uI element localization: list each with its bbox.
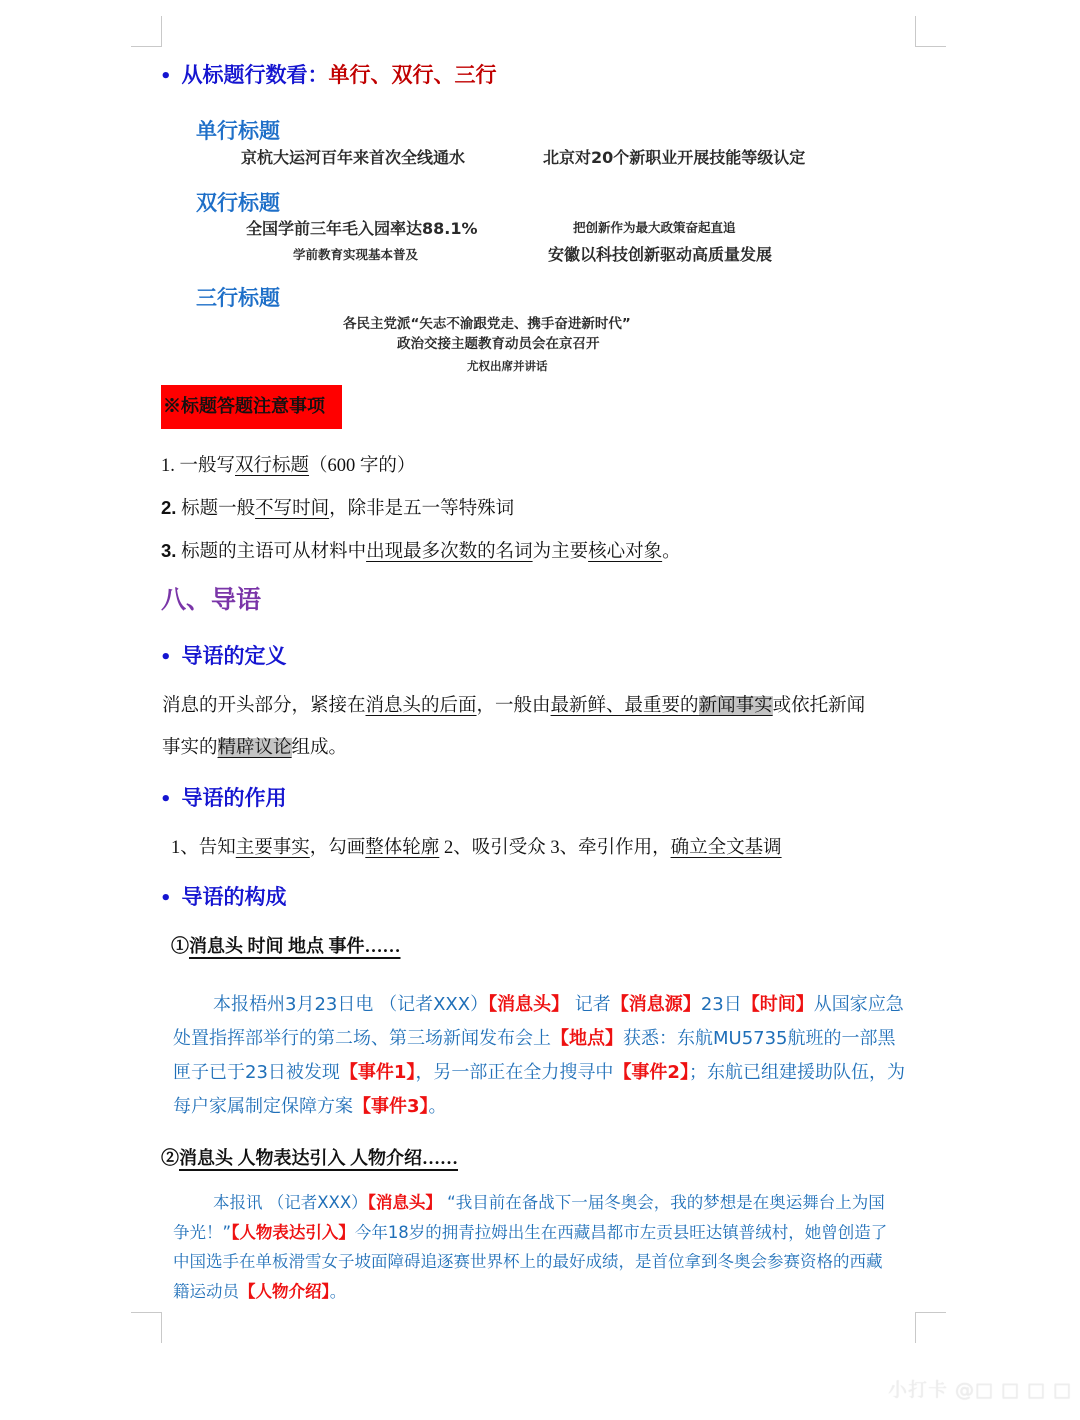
definition-heading	[160, 640, 287, 670]
def-underlined: 最新鲜、最重要的	[550, 696, 699, 716]
title-lines-heading	[160, 59, 497, 89]
ex-tag: 【消息头】	[488, 994, 570, 1015]
notes-label-box: ※标题答题注意事项	[161, 385, 342, 429]
def-highlighted: 精辟议论	[217, 738, 292, 758]
note-number: 2.	[161, 497, 177, 518]
note-text: 标题一般	[181, 499, 256, 519]
triple-line-heading: 三行标题	[196, 286, 280, 310]
ex-tag: 【消息源】	[610, 994, 701, 1015]
def-text: ，一般由	[476, 696, 551, 716]
ex-text: ，另一部正在全力搜寻中	[415, 1062, 614, 1083]
page-corner-mark	[915, 16, 946, 47]
note-text: 为主要	[532, 542, 589, 562]
example-paragraph-1	[173, 988, 913, 1124]
def-text: 组成。	[291, 738, 348, 758]
ex-text: 本报梧州3月23日电 （记者XXX）	[213, 994, 489, 1015]
double-line-main: 全国学前三年毛入园率达88.1%	[246, 219, 478, 238]
ex-tag: 【时间】	[741, 994, 814, 1015]
single-line-heading: 单行标题	[196, 119, 280, 143]
fn-underlined: 主要事实	[235, 838, 310, 858]
pattern-text: 消息头 时间 地点 事件……	[189, 936, 401, 956]
note-underlined: 核心对象	[588, 542, 663, 562]
note-item-3	[161, 537, 681, 563]
single-line-example: 北京对20个新职业开展技能等级认定	[543, 148, 806, 167]
note-text: 一般写	[179, 456, 236, 476]
ex-tag: 【事件3】	[353, 1096, 429, 1117]
page-corner-mark	[131, 1312, 162, 1343]
ex-text: 。	[329, 1281, 347, 1301]
fn-text: 2、吸引受众 3、牵引作用，	[439, 838, 671, 858]
heading-label: 导语的构成	[181, 885, 287, 909]
composition-heading	[160, 881, 287, 911]
fn-underlined: 整体轮廓	[365, 838, 440, 858]
ex-tag: 【地点】	[551, 1028, 623, 1049]
triple-line-line: 各民主党派“矢志不渝跟党走、携手奋进新时代”	[343, 316, 631, 332]
double-line-heading: 双行标题	[196, 191, 280, 215]
fn-text: ，勾画	[309, 838, 366, 858]
def-highlighted: 新闻事实	[698, 696, 773, 716]
ex-text: 今年18岁的拥青拉姆出生在西藏昌都市左贡县旺达镇普绒村，她曾创造了中国选手在单板滑雪女子坡面障碍追逐赛世界杯上的最好成绩，是首位拿到冬奥会参赛资格的西藏籍运动员	[173, 1222, 888, 1301]
pattern-text: 消息头 人物表达引入 人物介绍……	[179, 1148, 458, 1168]
heading-label: 导语的作用	[181, 786, 287, 810]
note-number: 3.	[161, 540, 177, 561]
ex-tag: 【人物介绍】	[239, 1281, 330, 1301]
bullet-icon: •	[160, 888, 172, 909]
page-corner-mark	[915, 1312, 946, 1343]
note-text: 。	[662, 542, 681, 562]
fn-underlined: 确立全文基调	[670, 838, 782, 858]
double-line-main: 安徽以科技创新驱动高质量发展	[548, 245, 773, 264]
def-text: 消息的开头部分，紧接在	[162, 696, 366, 716]
ex-text: 。	[428, 1096, 447, 1117]
pattern-2	[161, 1144, 458, 1170]
note-text: ，除非是五一等特殊词	[329, 499, 515, 519]
note-underlined: 双行标题	[235, 456, 310, 476]
example-paragraph-2	[173, 1188, 893, 1306]
bullet-icon: •	[160, 66, 172, 87]
ex-tag: 【消息头】	[367, 1193, 442, 1212]
note-item-2	[161, 494, 514, 520]
ex-text: 本报讯 （记者XXX）	[213, 1193, 368, 1212]
note-underlined: 不写时间	[255, 499, 330, 519]
note-underlined: 出现最多次数的名词	[366, 542, 533, 562]
def-underlined: 消息头的后面	[365, 696, 477, 716]
pattern-1	[171, 932, 401, 958]
ex-text: “我目前在备战下一届冬奥会，我的梦想是在奥运舞台上为国争光！”	[173, 1193, 885, 1242]
fn-text: 1、告知	[171, 838, 236, 858]
heading-label: 导语的定义	[181, 644, 287, 668]
circled-number: ②	[161, 1148, 179, 1168]
ex-text: ；东航已组建援助队伍，为每户家属制定保障方案	[173, 1062, 905, 1117]
heading-label: 从标题行数看：	[181, 63, 329, 87]
double-line-sub: 学前教育实现基本普及	[293, 247, 419, 262]
function-line	[171, 833, 782, 859]
function-heading	[160, 782, 287, 812]
definition-line-1	[162, 691, 865, 717]
note-number: 1.	[161, 456, 175, 476]
ex-text: 从国家应急处置指挥部举行的第二场、第三场新闻发布会上	[173, 994, 904, 1049]
bullet-icon: •	[160, 789, 172, 810]
note-item-1	[161, 451, 415, 477]
ex-tag: 【人物表达引入】	[231, 1222, 355, 1242]
def-text: 事实的	[162, 738, 218, 758]
circled-number: ①	[171, 936, 189, 956]
ex-tag: 【事件2】	[613, 1062, 689, 1083]
ex-text: 获悉：东航MU5735航班的一部黑匣子已于23日被发现	[173, 1028, 896, 1083]
triple-line-line: 政治交接主题教育动员会在京召开	[397, 336, 600, 352]
note-text: 标题的主语可从材料中	[181, 542, 367, 562]
definition-line-2	[162, 733, 347, 759]
double-line-pre: 把创新作为最大政策奋起直追	[573, 220, 736, 235]
chapter-title: 八、导语	[161, 585, 262, 614]
heading-value: 单行、双行、三行	[328, 62, 497, 87]
ex-tag: 【事件1】	[339, 1062, 416, 1083]
triple-line-line: 尤权出席并讲话	[467, 359, 548, 373]
ex-text: 23日	[700, 994, 742, 1015]
bullet-icon: •	[160, 647, 172, 668]
note-text: （600 字的）	[309, 456, 416, 476]
watermark: 小打卡 @□ □ □ □	[888, 1379, 1072, 1401]
ex-text: 记者	[569, 994, 611, 1015]
single-line-example: 京杭大运河百年来首次全线通水	[241, 148, 466, 167]
def-text: 或依托新闻	[772, 696, 866, 716]
page-corner-mark	[131, 16, 162, 47]
